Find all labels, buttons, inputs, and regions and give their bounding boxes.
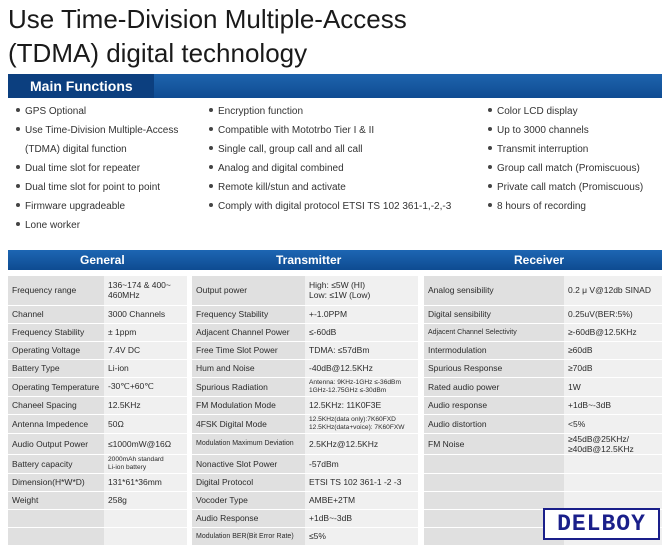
main-function-text: Color LCD display [497, 106, 578, 117]
main-function-item [16, 102, 178, 121]
general-spec-value-line: 136~174 & 400~ [108, 280, 171, 291]
transmitter-section-heading: Transmitter [276, 253, 342, 267]
table-row [8, 305, 662, 323]
general-spec-label: Weight [8, 491, 104, 509]
table-row [8, 341, 662, 359]
transmitter-spec-label: Hum and Noise [192, 359, 305, 377]
general-spec-value-line: 3000 Channels [108, 309, 166, 319]
general-spec-label: Operating Voltage [8, 341, 104, 359]
main-function-text: Lone worker [25, 220, 81, 231]
receiver-spec-label: Digital sensibility [424, 305, 564, 323]
receiver-spec-value [564, 305, 662, 323]
main-function-item [16, 121, 178, 140]
main-function-item [209, 140, 451, 159]
receiver-empty-cell [564, 454, 662, 473]
general-spec-label: Audio Output Power [8, 433, 104, 454]
general-spec-label: Frequency Stability [8, 323, 104, 341]
receiver-empty-cell [564, 491, 662, 509]
receiver-spec-value-line: <5% [568, 418, 586, 429]
bullet-icon [488, 165, 492, 169]
bullet-icon [16, 222, 20, 226]
transmitter-spec-value-line: 12.5KHz(data+voice): 7K60FXW [309, 423, 405, 431]
transmitter-spec-value [305, 491, 418, 509]
main-functions-column-2 [209, 102, 451, 216]
bullet-icon [488, 146, 492, 150]
main-function-text: GPS Optional [25, 106, 87, 117]
receiver-spec-value [564, 359, 662, 377]
main-function-text: Dual time slot for point to point [25, 182, 161, 193]
general-spec-value-line: 2000mAh standard [108, 456, 164, 463]
transmitter-spec-value-line: -57dBm [309, 458, 339, 469]
transmitter-spec-label: Modulation BER(Bit Error Rate) [192, 527, 305, 545]
table-row [8, 454, 662, 473]
transmitter-spec-label: Free Time Slot Power [192, 341, 305, 359]
receiver-empty-cell [424, 454, 564, 473]
bullet-icon [488, 127, 492, 131]
receiver-spec-label: Spurious Response [424, 359, 564, 377]
main-function-text: Dual time slot for repeater [25, 163, 141, 174]
transmitter-spec-value [305, 433, 418, 454]
receiver-spec-value-line: +1dB~-3dB [568, 400, 612, 410]
transmitter-spec-label: Spurious Radiation [192, 377, 305, 396]
general-spec-value [104, 473, 187, 491]
table-row [8, 359, 662, 377]
main-function-text: Use Time-Division Multiple-Access [25, 125, 179, 136]
general-spec-value [104, 414, 187, 433]
receiver-spec-value-line: ≥70dB [568, 363, 593, 373]
bullet-icon [16, 203, 20, 207]
general-spec-value [104, 454, 187, 473]
main-function-text: Up to 3000 channels [497, 125, 589, 136]
main-function-item [16, 216, 178, 235]
transmitter-spec-label: Vocoder Type [192, 491, 305, 509]
general-spec-label: Battery Type [8, 359, 104, 377]
general-spec-value-line: 7.4V DC [108, 345, 141, 355]
general-spec-label: Operating Temperature [8, 377, 104, 396]
transmitter-spec-label: Digital Protocol [192, 473, 305, 491]
transmitter-spec-label: Nonactive Slot Power [192, 454, 305, 473]
page-title-line-2: (TDMA) digital technology [8, 38, 308, 68]
bullet-icon [209, 184, 213, 188]
main-function-item [16, 140, 178, 159]
general-section-heading: General [80, 253, 125, 267]
main-function-text: Encryption function [218, 106, 304, 117]
receiver-empty-cell [424, 491, 564, 509]
general-spec-value-line: ≤1000mW@16Ω [108, 438, 172, 449]
receiver-spec-value-line: 1W [568, 381, 581, 392]
receiver-spec-value-line: 0.2 μ V@12db SINAD [568, 285, 651, 296]
general-spec-label: Dimension(H*W*D) [8, 473, 104, 491]
main-function-text: Transmit interruption [497, 144, 589, 155]
page-title [8, 2, 407, 70]
transmitter-spec-value [305, 341, 418, 359]
general-spec-value-line: ± 1ppm [108, 327, 137, 337]
transmitter-spec-value [305, 509, 418, 527]
transmitter-spec-label: Audio Response [192, 509, 305, 527]
bullet-icon [209, 146, 213, 150]
main-function-item [209, 159, 451, 178]
table-row [8, 276, 662, 305]
general-spec-label: Battery capacity [8, 454, 104, 473]
delboy-logo: DELBOY [543, 508, 660, 540]
general-spec-value-line: Li-ion battery [108, 463, 147, 471]
general-empty-cell [104, 509, 187, 527]
page-title-line-1: Use Time-Division Multiple-Access [8, 4, 407, 34]
receiver-spec-value [564, 414, 662, 433]
general-spec-value-line: 460MHz [108, 290, 140, 301]
main-function-text: Group call match (Promiscuous) [497, 163, 640, 174]
transmitter-spec-value-line: 1GHz-12.75GHz ≤-30dBm [309, 386, 387, 394]
general-spec-label: Channel [8, 305, 104, 323]
general-spec-value-line: Li-ion [108, 363, 129, 373]
transmitter-spec-label: Frequency Stability [192, 305, 305, 323]
receiver-spec-label: Adjacent Channel Selectivity [424, 323, 564, 341]
bullet-icon [16, 165, 20, 169]
main-function-text: Remote kill/stun and activate [218, 182, 346, 193]
transmitter-spec-label: Output power [192, 276, 305, 305]
receiver-empty-cell [564, 473, 662, 491]
receiver-spec-value-line: 0.25uV(BER:5%) [568, 309, 633, 319]
main-functions-tab: Main Functions [8, 74, 154, 98]
main-function-item [488, 102, 643, 121]
receiver-spec-value [564, 433, 662, 454]
main-function-item [488, 197, 643, 216]
general-empty-cell [104, 527, 187, 545]
main-function-item [488, 159, 643, 178]
main-function-item [16, 159, 178, 178]
transmitter-spec-value [305, 377, 418, 396]
receiver-spec-label: Rated audio power [424, 377, 564, 396]
main-function-text: Analog and digital combined [218, 163, 344, 174]
transmitter-spec-value-line: ≤5% [309, 531, 326, 541]
general-spec-label: Antenna Impedence [8, 414, 104, 433]
transmitter-spec-value [305, 527, 418, 545]
general-spec-value [104, 341, 187, 359]
main-function-text: Compatible with Mototrbo Tier I & II [218, 125, 375, 136]
general-spec-label: Frequency range [8, 276, 104, 305]
main-function-item [488, 140, 643, 159]
table-row [8, 473, 662, 491]
table-row [8, 433, 662, 454]
receiver-spec-label: FM Noise [424, 433, 564, 454]
table-row [8, 396, 662, 414]
transmitter-spec-value-line: 2.5KHz@12.5KHz [309, 438, 379, 449]
general-spec-value [104, 323, 187, 341]
main-function-item [209, 197, 451, 216]
bullet-icon [209, 165, 213, 169]
bullet-icon [209, 127, 213, 131]
transmitter-spec-value [305, 396, 418, 414]
table-row [8, 323, 662, 341]
transmitter-spec-value [305, 414, 418, 433]
transmitter-spec-value-line: TDMA: ≤57dBm [309, 345, 370, 355]
transmitter-spec-value-line: -40dB@12.5KHz [309, 363, 373, 373]
transmitter-spec-label: Adjacent Channel Power [192, 323, 305, 341]
general-spec-value [104, 377, 187, 396]
transmitter-spec-value [305, 473, 418, 491]
general-spec-value [104, 396, 187, 414]
general-spec-value-line: 258g [108, 495, 127, 505]
transmitter-spec-label: FM Modulation Mode [192, 396, 305, 414]
main-function-item [488, 178, 643, 197]
table-row [8, 491, 662, 509]
receiver-spec-label: Audio response [424, 396, 564, 414]
receiver-spec-label: Analog sensibility [424, 276, 564, 305]
transmitter-spec-value-line: 12.5KHz: 11K0F3E [309, 400, 382, 410]
bullet-icon [16, 127, 20, 131]
bullet-icon [488, 184, 492, 188]
bullet-icon [16, 108, 20, 112]
transmitter-spec-value-line: High: ≤5W (HI) [309, 280, 366, 291]
general-spec-value-line: 50Ω [108, 418, 124, 429]
receiver-section-heading: Receiver [514, 253, 565, 267]
general-spec-label: Chaneel Spacing [8, 396, 104, 414]
table-row [8, 377, 662, 396]
main-function-item [16, 197, 178, 216]
table-row [8, 414, 662, 433]
main-function-text: Single call, group call and all call [218, 144, 363, 155]
transmitter-spec-value-line: Low: ≤1W (Low) [309, 290, 371, 301]
bullet-icon [488, 203, 492, 207]
receiver-spec-value [564, 323, 662, 341]
receiver-spec-value-line: ≥45dB@25KHz/≥40dB@12.5KHz [568, 433, 634, 454]
general-spec-value-line: 131*61*36mm [108, 477, 162, 487]
main-function-text: 8 hours of recording [497, 201, 586, 212]
transmitter-spec-value-line: ETSI TS 102 361-1 -2 -3 [309, 477, 402, 487]
main-function-item [209, 121, 451, 140]
receiver-empty-cell [424, 473, 564, 491]
transmitter-spec-value-line: ≤-60dB [309, 327, 337, 337]
receiver-spec-value [564, 377, 662, 396]
bullet-icon [16, 184, 20, 188]
main-functions-header [8, 74, 662, 98]
general-spec-value [104, 276, 187, 305]
main-function-text: Private call match (Promiscuous) [497, 182, 644, 193]
general-spec-value-line: 12.5KHz [108, 400, 141, 410]
general-empty-cell [8, 509, 104, 527]
receiver-spec-value-line: ≥60dB [568, 345, 593, 355]
main-function-item [209, 102, 451, 121]
transmitter-spec-value-line: Antenna: 9KHz-1GHz ≤-36dBm [309, 379, 401, 386]
general-spec-value-line: -30℃+60℃ [108, 381, 154, 391]
bullet-icon [209, 203, 213, 207]
main-function-item [209, 178, 451, 197]
receiver-spec-value-line: ≥-60dB@12.5KHz [568, 327, 637, 337]
receiver-spec-label: Intermodulation [424, 341, 564, 359]
transmitter-spec-value-line: AMBE+2TM [309, 495, 356, 505]
receiver-spec-label: Audio distortion [424, 414, 564, 433]
general-spec-value [104, 359, 187, 377]
receiver-spec-value [564, 396, 662, 414]
specifications-table [8, 276, 662, 546]
main-function-item [16, 178, 178, 197]
transmitter-spec-value [305, 276, 418, 305]
main-functions-column-3 [488, 102, 643, 216]
main-function-text: Comply with digital protocol ETSI TS 102 361-1,-2,-3 [218, 201, 452, 212]
general-spec-value [104, 491, 187, 509]
transmitter-spec-value [305, 454, 418, 473]
bullet-icon [488, 108, 492, 112]
general-empty-cell [8, 527, 104, 545]
receiver-spec-value [564, 341, 662, 359]
receiver-spec-value [564, 276, 662, 305]
general-spec-value [104, 433, 187, 454]
general-spec-value [104, 305, 187, 323]
transmitter-spec-label: Modulation Maximum Deviation [192, 433, 305, 454]
transmitter-spec-value-line: 12.5KHz(data only):7K60FXD [309, 416, 396, 423]
transmitter-spec-value [305, 323, 418, 341]
main-functions-column-1 [16, 102, 178, 235]
main-function-text: (TDMA) digital function [25, 144, 127, 155]
transmitter-spec-value-line: +-1.0PPM [309, 309, 348, 319]
transmitter-spec-value [305, 305, 418, 323]
transmitter-spec-value [305, 359, 418, 377]
bullet-icon [209, 108, 213, 112]
specs-header-bar [8, 250, 662, 270]
main-function-text: Firmware upgradeable [25, 201, 126, 212]
main-function-item [488, 121, 643, 140]
transmitter-spec-label: 4FSK Digital Mode [192, 414, 305, 433]
transmitter-spec-value-line: +1dB~-3dB [309, 513, 353, 523]
